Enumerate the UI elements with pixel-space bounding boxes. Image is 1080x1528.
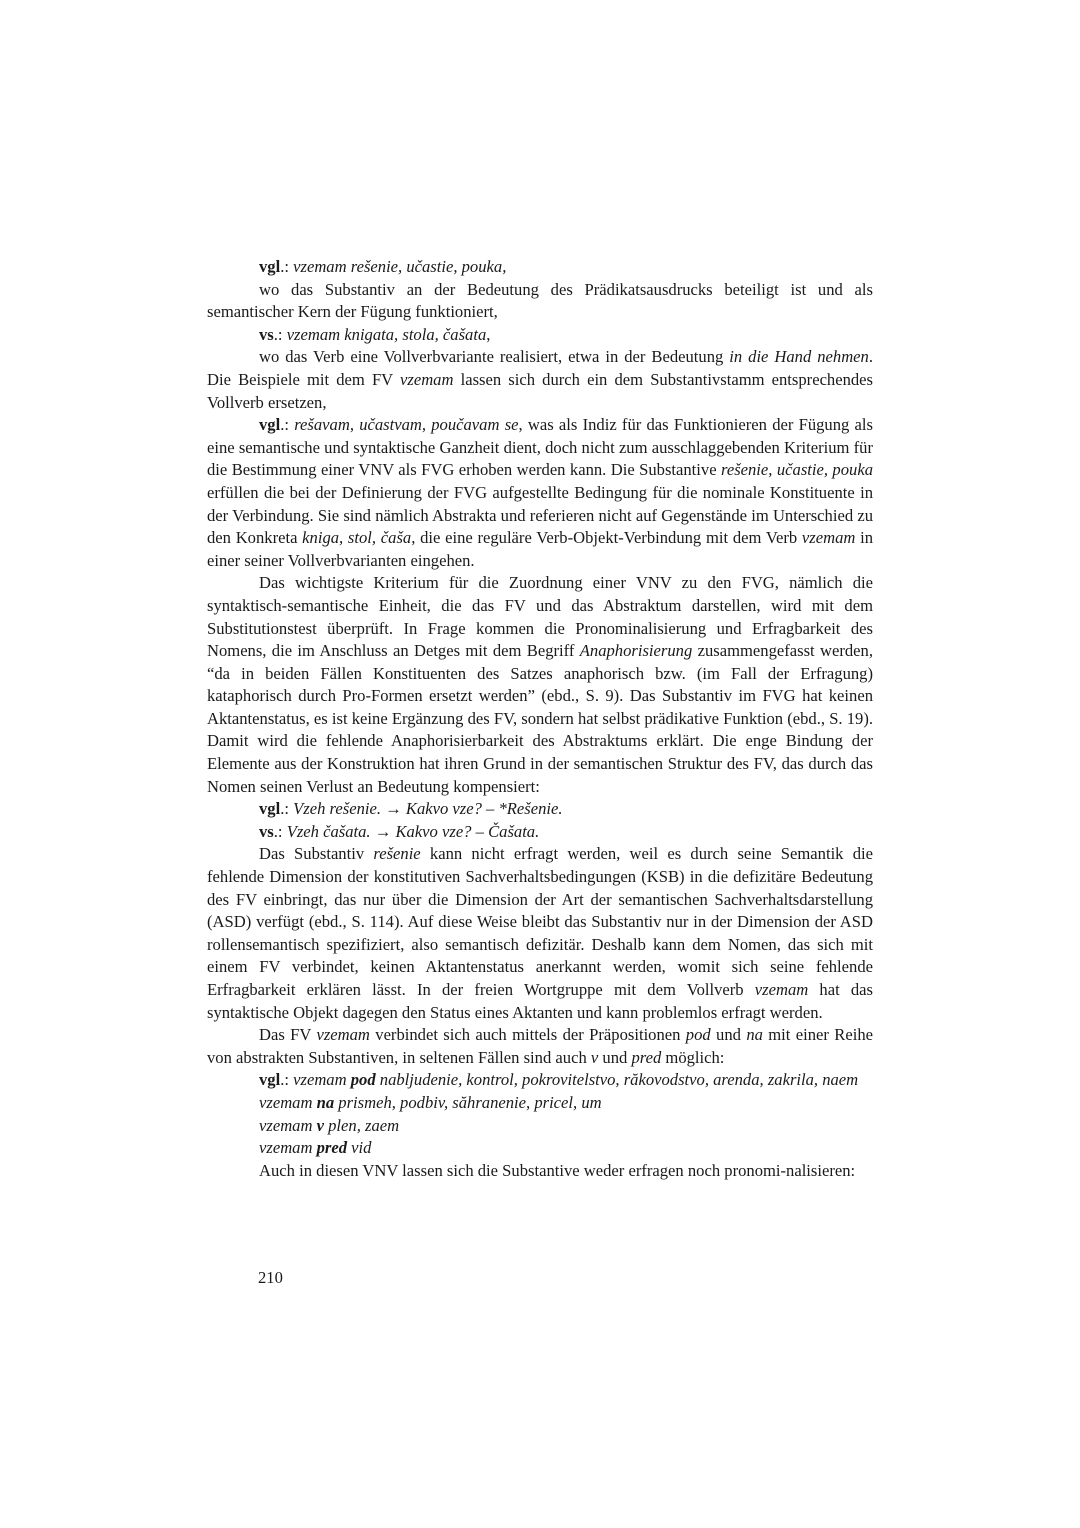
text-run: Das Substantiv xyxy=(259,844,374,864)
page-number: 210 xyxy=(258,1268,283,1287)
text-run: vzemam xyxy=(259,1115,317,1135)
paragraph-p11 xyxy=(207,1069,873,1092)
text-run: vzemam xyxy=(293,1070,351,1090)
paragraph-p3 xyxy=(207,324,873,347)
text-run: , was als Indiz für das Funktionieren der Fügung als eine semantische und syntaktische Ganzheit dient, doch nicht zum ausschlaggebenden Kriterium für die Bestimmung einer VNV als FVG erhoben werden kann. Die Substantive xyxy=(207,415,873,480)
text-run: Anaphorisierung xyxy=(579,641,693,661)
paragraph-p8 xyxy=(207,821,873,844)
text-run: pod xyxy=(350,1070,376,1090)
text-run: zusammengefasst werden, “da in beiden Fällen Konstituenten des Satzes anaphorisch bzw. (im Fall der Erfragung) kataphorisch durch Pro-Formen ersetzt werden” (ebd., S. 9). Das Substantiv im FVG hat keinen Aktantenstatus, es ist keine Ergänzung des FV, sondern hat selbst prädikative Funktion (ebd., S. 19). Damit wird die fehlende Anaphorisierbarkeit des Abstraktums erklärt. Die enge Bindung der Elemente aus der Konstruktion hat ihren Grund in der semantischen Struktur des FV, das durch das Nomen seinen Verlust an Bedeutung kompensiert: xyxy=(207,641,873,796)
paragraph-p1 xyxy=(207,256,873,279)
text-run: rešavam, učastvam, poučavam se xyxy=(294,415,519,435)
text-run: hat das syntaktische Objekt dagegen den Status eines Aktanten und kann problemlos erfragt werden. xyxy=(207,980,873,1022)
text-run: prismeh, podbiv, săhranenie, pricel, um xyxy=(334,1092,602,1112)
text-run: vs xyxy=(259,324,274,344)
text-run: . Die Beispiele mit dem FV xyxy=(207,347,873,389)
text-run: plen, zaem xyxy=(323,1115,400,1135)
text-run: v xyxy=(316,1115,324,1135)
text-run: , xyxy=(486,324,491,344)
text-run: mit einer Reihe von abstrakten Substantiven, in seltenen Fällen sind auch xyxy=(207,1025,873,1067)
text-run: pred xyxy=(316,1138,348,1158)
text-run: vgl xyxy=(259,257,281,276)
text-run: vzemam xyxy=(754,980,809,999)
text-run: vgl xyxy=(259,415,281,435)
text-run: Auch in diesen VNV lassen sich die Substantive weder erfragen noch pronomi-nalisieren: xyxy=(259,1160,856,1180)
text-run: Das wichtigste Kriterium für die Zuordnung einer VNV zu den FVG, nämlich die syntaktisch-semantische Einheit, die das FV und das Abstraktum darstellen, wird mit dem Substitutionstest überprüft. In Frage kommen die Pronominalisierung und Erfragbarkeit des Nomens, die im Anschluss an Detges mit dem Begriff xyxy=(207,573,873,661)
text-run: vs xyxy=(259,821,274,841)
text-run: .: xyxy=(273,324,287,344)
paragraph-p7 xyxy=(207,798,873,821)
paragraph-p5 xyxy=(207,414,873,572)
text-run: .: xyxy=(280,415,295,435)
text-run: pod xyxy=(685,1025,711,1045)
text-run: vzemam knigata, stola, čašata xyxy=(286,324,487,344)
text-run: .: xyxy=(280,799,294,819)
text-run: in die Hand nehmen xyxy=(729,347,869,367)
text-run: , die eine reguläre Verb-Objekt-Verbindung mit dem Verb xyxy=(411,528,802,548)
text-run: und xyxy=(598,1047,632,1067)
text-run: und xyxy=(710,1025,747,1045)
text-run: vzemam rešenie, učastie, pouka, xyxy=(293,257,507,276)
text-run: vgl xyxy=(259,799,281,819)
page-body xyxy=(207,256,873,1182)
text-run: Vzeh čašata. → Kakvo vze? – Čašata. xyxy=(286,821,540,841)
text-run: wo das Substantiv an der Bedeutung des Prädikatsausdrucks beteiligt ist und als semantischer Kern der Fügung funktioniert, xyxy=(207,279,873,322)
text-run: .: xyxy=(280,257,294,276)
paragraph-p15 xyxy=(207,1160,873,1183)
text-run: na xyxy=(316,1092,335,1112)
text-run: .: xyxy=(273,821,287,841)
paragraph-p9 xyxy=(207,843,873,1024)
text-run: rešenie xyxy=(373,844,421,864)
text-run: kann nicht erfragt werden, weil es durch seine Semantik die fehlende Dimension der konstitutiven Sachverhaltsbedingungen (KSB) in die defizitäre Bedeutung des FV einbringt, das nur über die Dimension der Art der semantischen Sachverhaltsdarstellung (ASD) verfügt (ebd., S. 114). Auf diese Weise bleibt das Substantiv nur in der Dimension der ASD rollensemantisch spezifiziert, also semantisch defizitär. Deshalb kann dem Nomen, das sich mit einem FV verbindet, keinen Aktantenstatus anerkannt werden, womit sich seine fehlende Erfragbarkeit erklären lässt. In der freien Wortgruppe mit dem Vollverb xyxy=(207,844,873,999)
text-run: in einer seiner Vollverbvarianten eingehen. xyxy=(207,528,874,570)
text-run: rešenie, učastie, pouka xyxy=(720,460,873,480)
text-run: na xyxy=(746,1025,763,1045)
text-run: möglich: xyxy=(661,1047,725,1067)
paragraph-p12 xyxy=(207,1092,873,1115)
text-run: vgl xyxy=(259,1070,281,1090)
text-run: vzemam xyxy=(259,1092,317,1112)
paragraph-p14 xyxy=(207,1137,873,1160)
text-run: Das FV xyxy=(259,1025,317,1045)
paragraph-p4 xyxy=(207,346,873,414)
text-run: kniga, stol, čaša xyxy=(302,528,412,548)
text-run: Vzeh rešenie. → Kakvo vze? – *Rešenie. xyxy=(293,799,563,819)
text-run: v xyxy=(590,1047,599,1067)
text-run: wo das Verb eine Vollverbvariante realisiert, etwa in der Bedeutung xyxy=(259,347,730,367)
text-run: verbindet sich auch mittels der Präpositionen xyxy=(369,1025,686,1045)
paragraph-p2 xyxy=(207,279,873,324)
paragraph-p6 xyxy=(207,572,873,798)
paragraph-p10 xyxy=(207,1024,873,1069)
text-run: vid xyxy=(347,1138,372,1158)
text-run: vzemam xyxy=(259,1138,317,1158)
text-run: vzemam xyxy=(316,1025,370,1045)
text-run: vzemam xyxy=(400,369,454,389)
text-run: pred xyxy=(631,1047,662,1067)
text-run: vzemam xyxy=(801,528,856,548)
text-run: erfüllen die bei der Definierung der FVG aufgestellte Bedingung für die nominale Konstituente in der Verbindung. Sie sind nämlich Abstrakta und referieren nicht auf Gegenstände im Unterschied zu den Konkreta xyxy=(207,482,873,548)
paragraph-p13 xyxy=(207,1115,873,1138)
text-run: lassen sich durch ein dem Substantivstamm entsprechendes Vollverb ersetzen, xyxy=(207,369,874,412)
text-run: .: xyxy=(280,1070,294,1090)
text-run: nabljudenie, kontrol, pokrovitelstvo, răkovodstvo, arenda, zakrila, naem xyxy=(375,1070,859,1090)
